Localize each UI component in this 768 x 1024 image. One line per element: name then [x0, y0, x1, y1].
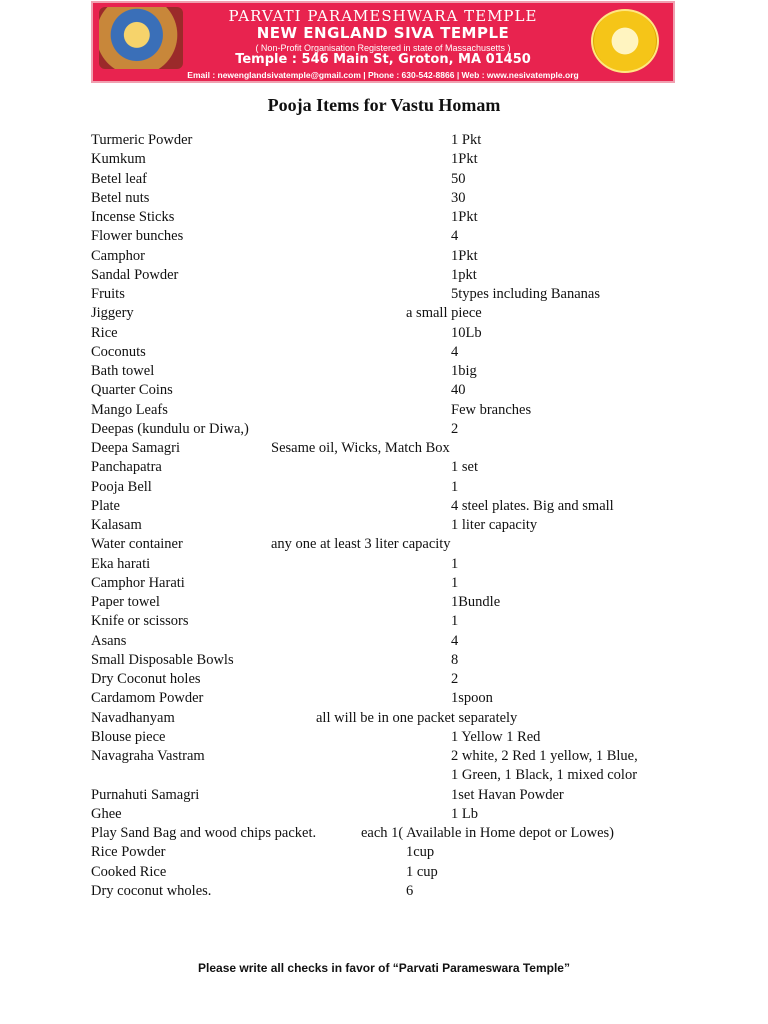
temple-header-banner [91, 1, 675, 83]
list-item [0, 574, 768, 593]
item-quantity: 4 steel plates. Big and small [451, 497, 614, 514]
item-name: Betel nuts [91, 189, 150, 206]
list-item [0, 728, 768, 747]
item-name: Deepa Samagri [91, 440, 180, 456]
list-item [0, 131, 768, 150]
item-quantity: 2 white, 2 Red 1 yellow, 1 Blue, [451, 748, 638, 764]
temple-address: Temple : 546 Main St, Groton, MA 01450 [235, 52, 531, 67]
list-item [0, 709, 768, 728]
list-item [0, 362, 768, 381]
item-quantity: 1Bundle [451, 594, 501, 610]
item-name: Knife or scissors [91, 613, 189, 630]
list-item [0, 824, 768, 843]
item-quantity: 4 [451, 632, 459, 649]
item-name: Panchapatra [91, 459, 162, 476]
item-quantity: Sesame oil, Wicks, Match Box [271, 440, 450, 456]
item-quantity: 1cup [406, 844, 435, 861]
item-name: Flower bunches [91, 228, 184, 245]
item-quantity: 1 Green, 1 Black, 1 mixed color [451, 767, 638, 784]
list-item [0, 304, 768, 323]
item-quantity: 1 Lb [451, 805, 478, 822]
list-item [0, 285, 768, 304]
list-item [0, 458, 768, 477]
item-quantity: all will be in one packet separately [316, 709, 518, 726]
item-quantity: 4 [451, 343, 459, 360]
item-quantity: 1 [451, 574, 459, 591]
item-quantity: 4 [451, 228, 459, 245]
item-quantity: 1set Havan Powder [451, 786, 564, 803]
item-name: Ghee [91, 805, 122, 822]
list-item [0, 632, 768, 651]
item-name: Blouse piece [91, 728, 166, 745]
list-item [0, 401, 768, 420]
item-quantity: Few branches [451, 401, 532, 418]
item-quantity: 1 cup [406, 863, 438, 880]
item-quantity: 1 set [451, 459, 478, 476]
item-name: Dry Coconut holes [91, 671, 201, 687]
list-item [0, 766, 768, 785]
item-name: Mango Leafs [91, 401, 168, 418]
list-item [0, 381, 768, 400]
item-name: Bath towel [91, 363, 155, 379]
item-name: Turmeric Powder [91, 132, 193, 148]
registration-note: ( Non-Profit Organisation Registered in state of Massachusetts ) [255, 43, 511, 53]
item-name: Betel leaf [91, 170, 147, 187]
item-name: Quarter Coins [91, 382, 173, 399]
footer-note: Please write all checks in favor of “Parvati Parameswara Temple” [198, 961, 570, 975]
item-name: Water container [91, 536, 183, 553]
item-quantity: any one at least 3 liter capacity [271, 536, 451, 553]
item-quantity: 1 [451, 555, 459, 572]
temple-name: PARVATI PARAMESHWARA TEMPLE [228, 7, 538, 25]
list-item [0, 555, 768, 574]
item-quantity: 1 Yellow 1 Red [451, 728, 541, 745]
list-item [0, 863, 768, 882]
item-quantity: 6 [406, 882, 414, 899]
list-item [0, 516, 768, 535]
list-item [0, 786, 768, 805]
item-quantity: 1Pkt [451, 209, 478, 225]
item-quantity: 1 liter capacity [451, 517, 538, 533]
item-quantity: 2 [451, 671, 459, 687]
item-name: Cardamom Powder [91, 690, 204, 707]
list-item [0, 882, 768, 901]
list-item [0, 535, 768, 554]
list-item [0, 593, 768, 612]
item-name: Dry coconut wholes. [91, 882, 212, 899]
item-name: Rice Powder [91, 844, 166, 861]
list-item [0, 843, 768, 862]
item-name: Navagraha Vastram [91, 748, 205, 764]
list-item [0, 247, 768, 266]
item-name: Plate [91, 497, 120, 514]
item-name: Small Disposable Bowls [91, 651, 234, 668]
item-name: Paper towel [91, 594, 160, 610]
list-item [0, 266, 768, 285]
item-name: Rice [91, 324, 118, 341]
item-quantity: 1 Pkt [451, 132, 482, 148]
item-name: Deepas (kundulu or Diwa,) [91, 420, 249, 437]
list-item [0, 439, 768, 458]
list-item [0, 420, 768, 439]
item-name: Camphor [91, 247, 145, 264]
contact-line: Email : newenglandsivatemple@gmail.com | Phone : 630-542-8866 | Web : www.nesivatemple.org [187, 70, 579, 80]
list-item [0, 227, 768, 246]
item-quantity: 1Pkt [451, 247, 478, 264]
item-name: Play Sand Bag and wood chips packet. [91, 825, 317, 841]
item-quantity: 50 [451, 170, 466, 187]
list-item [0, 747, 768, 766]
item-name: Kalasam [91, 517, 142, 533]
temple-subtitle: NEW ENGLAND SIVA TEMPLE [256, 24, 510, 42]
item-quantity: 30 [451, 189, 466, 206]
item-name: Cooked Rice [91, 863, 167, 880]
item-quantity: 8 [451, 651, 459, 668]
item-name: Incense Sticks [91, 209, 175, 225]
item-name: Purnahuti Samagri [91, 786, 200, 803]
list-item [0, 170, 768, 189]
item-quantity: a small piece [406, 305, 482, 322]
item-quantity: 10Lb [451, 324, 482, 341]
list-item [0, 612, 768, 631]
list-item [0, 497, 768, 516]
item-name: Camphor Harati [91, 574, 185, 591]
list-item [0, 324, 768, 343]
item-quantity: 5types including Bananas [451, 286, 601, 302]
list-item [0, 651, 768, 670]
list-item [0, 150, 768, 169]
item-quantity: 2 [451, 420, 459, 437]
page-title: Pooja Items for Vastu Homam [267, 95, 501, 115]
item-quantity: 1 [451, 613, 459, 630]
list-item [0, 208, 768, 227]
item-name: Pooja Bell [91, 478, 152, 495]
list-item [0, 689, 768, 708]
item-quantity: each 1( Available in Home depot or Lowes) [361, 825, 614, 841]
item-quantity: 1 [451, 478, 459, 495]
item-name: Coconuts [91, 343, 146, 360]
item-quantity: 40 [451, 382, 466, 399]
item-quantity: 1Pkt [451, 151, 478, 168]
item-name: Eka harati [91, 555, 151, 572]
item-name: Sandal Powder [91, 266, 179, 283]
item-name: Asans [91, 632, 127, 649]
list-item [0, 478, 768, 497]
item-name: Jiggery [91, 305, 134, 322]
item-name: Fruits [91, 286, 125, 302]
item-name: Navadhanyam [91, 709, 175, 726]
item-quantity: 1big [451, 363, 477, 379]
item-quantity: 1pkt [451, 266, 477, 283]
list-item [0, 189, 768, 208]
item-quantity: 1spoon [451, 690, 493, 707]
list-item [0, 805, 768, 824]
list-item [0, 670, 768, 689]
list-item [0, 343, 768, 362]
item-name: Kumkum [91, 151, 146, 168]
